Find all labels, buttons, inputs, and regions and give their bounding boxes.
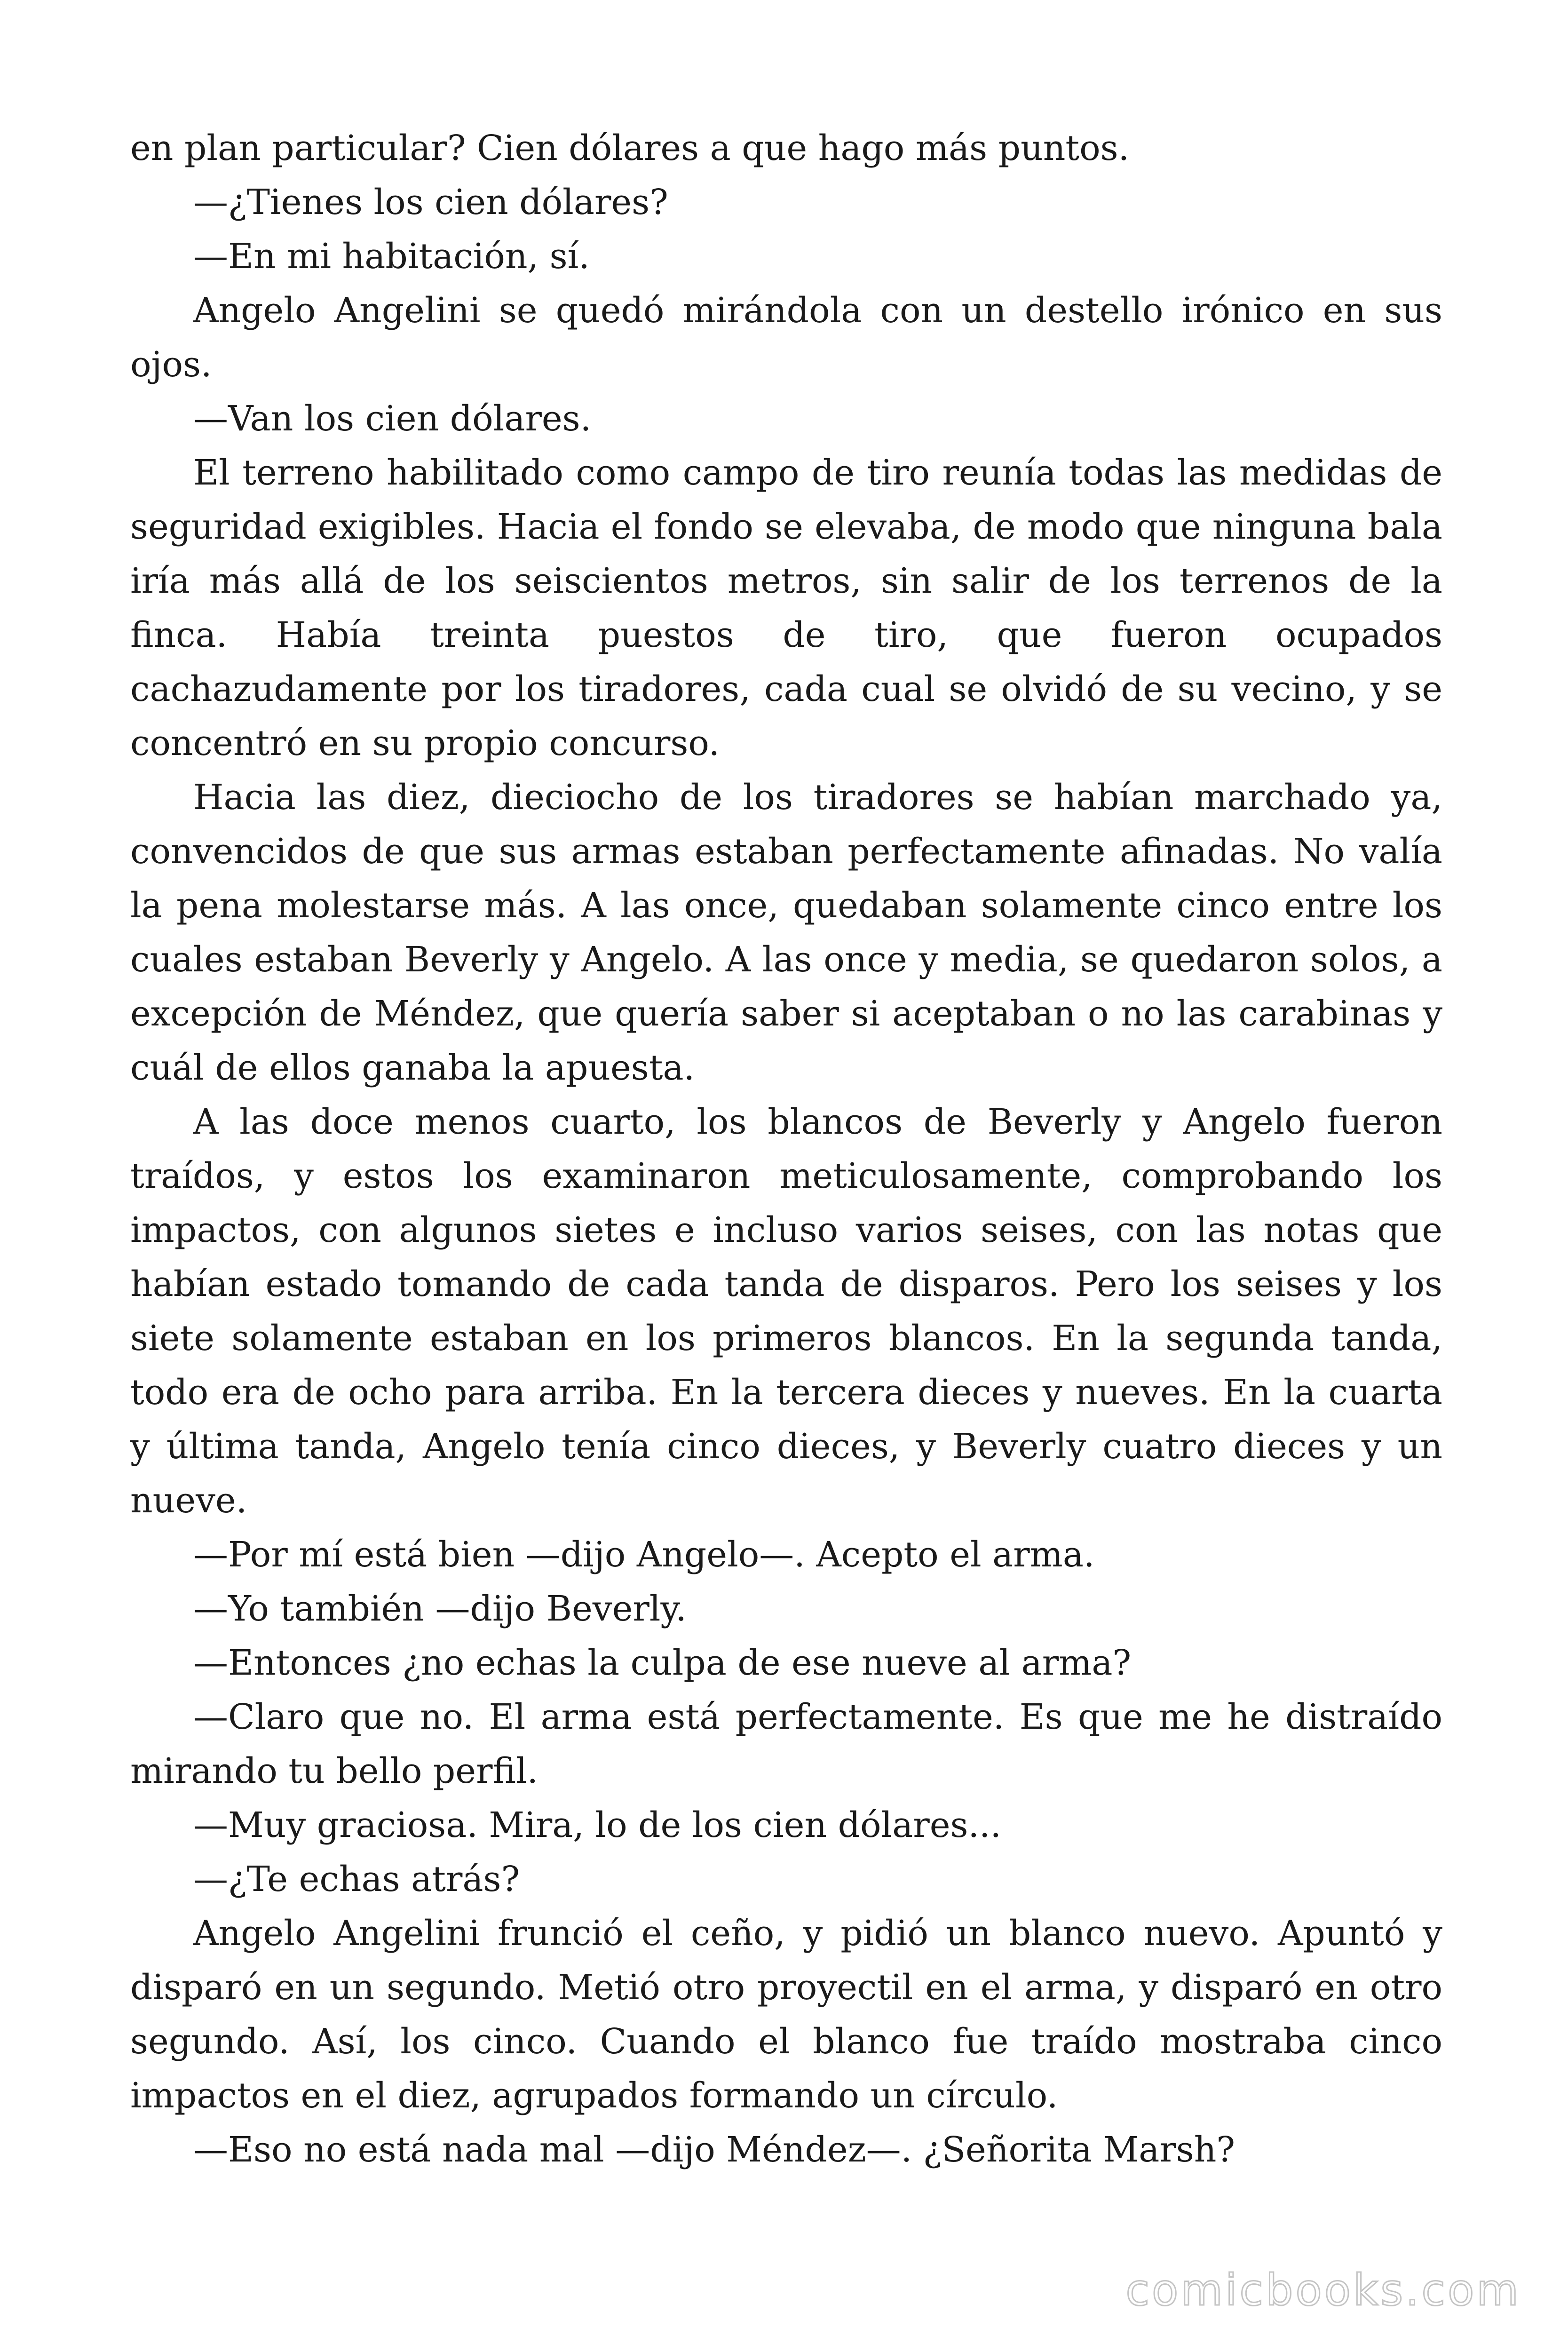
paragraph: —Muy graciosa. Mira, lo de los cien dólares... <box>193 1805 1002 1845</box>
paragraph: Angelo Angelini se quedó mirándola con un destello irónico en sus ojos. <box>130 290 1442 385</box>
paragraph: —Claro que no. El arma está perfectamente. Es que me he distraído mirando tu bello perfil. <box>130 1697 1442 1791</box>
watermark: comicbooks.com <box>1125 2265 1521 2315</box>
paragraph: El terreno habilitado como campo de tiro reunía todas las medidas de seguridad exigibles. Hacia el fondo se elevaba, de modo que ninguna bala iría más allá de los seiscientos metros, sin salir de los terrenos de la finca. Había treinta puestos de tiro, que fueron ocupados cachazudamente por los tiradores, cada cual se olvidó de su vecino, y se concentró en su propio concurso. <box>130 453 1442 763</box>
paragraph: —En mi habitación, sí. <box>193 236 590 277</box>
paragraph: Hacia las diez, dieciocho de los tiradores se habían marchado ya, convencidos de que sus armas estaban perfectamente afinadas. No valía la pena molestarse más. A las once, quedaban solamente cinco entre los cuales estaban Beverly y Angelo. A las once y media, se quedaron solos, a excepción de Méndez, que quería saber si aceptaban o no las carabinas y cuál de ellos ganaba la apuesta. <box>130 777 1442 1088</box>
paragraph: en plan particular? Cien dólares a que hago más puntos. <box>130 128 1130 168</box>
paragraph: —Eso no está nada mal —dijo Méndez—. ¿Señorita Marsh? <box>193 2130 1235 2170</box>
paragraph: —¿Te echas atrás? <box>193 1859 520 1899</box>
body-text <box>130 121 1442 2177</box>
paragraph: —Yo también —dijo Beverly. <box>193 1589 687 1629</box>
paragraph: —¿Tienes los cien dólares? <box>193 182 668 222</box>
paragraph: —Entonces ¿no echas la culpa de ese nueve al arma? <box>193 1643 1132 1683</box>
paragraph: A las doce menos cuarto, los blancos de Beverly y Angelo fueron traídos, y estos los examinaron meticulosamente, comprobando los impactos, con algunos sietes e incluso varios seises, con las notas que habían estado tomando de cada tanda de disparos. Pero los seises y los siete solamente estaban en los primeros blancos. En la segunda tanda, todo era de ocho para arriba. En la tercera dieces y nueves. En la cuarta y última tanda, Angelo tenía cinco dieces, y Beverly cuatro dieces y un nueve. <box>130 1102 1442 1521</box>
paragraph: Angelo Angelini frunció el ceño, y pidió un blanco nuevo. Apuntó y disparó en un segundo. Metió otro proyectil en el arma, y disparó en otro segundo. Así, los cinco. Cuando el blanco fue traído mostraba cinco impactos en el diez, agrupados formando un círculo. <box>130 1913 1442 2116</box>
paragraph: —Por mí está bien —dijo Angelo—. Acepto el arma. <box>193 1534 1095 1575</box>
paragraph: —Van los cien dólares. <box>193 398 592 439</box>
